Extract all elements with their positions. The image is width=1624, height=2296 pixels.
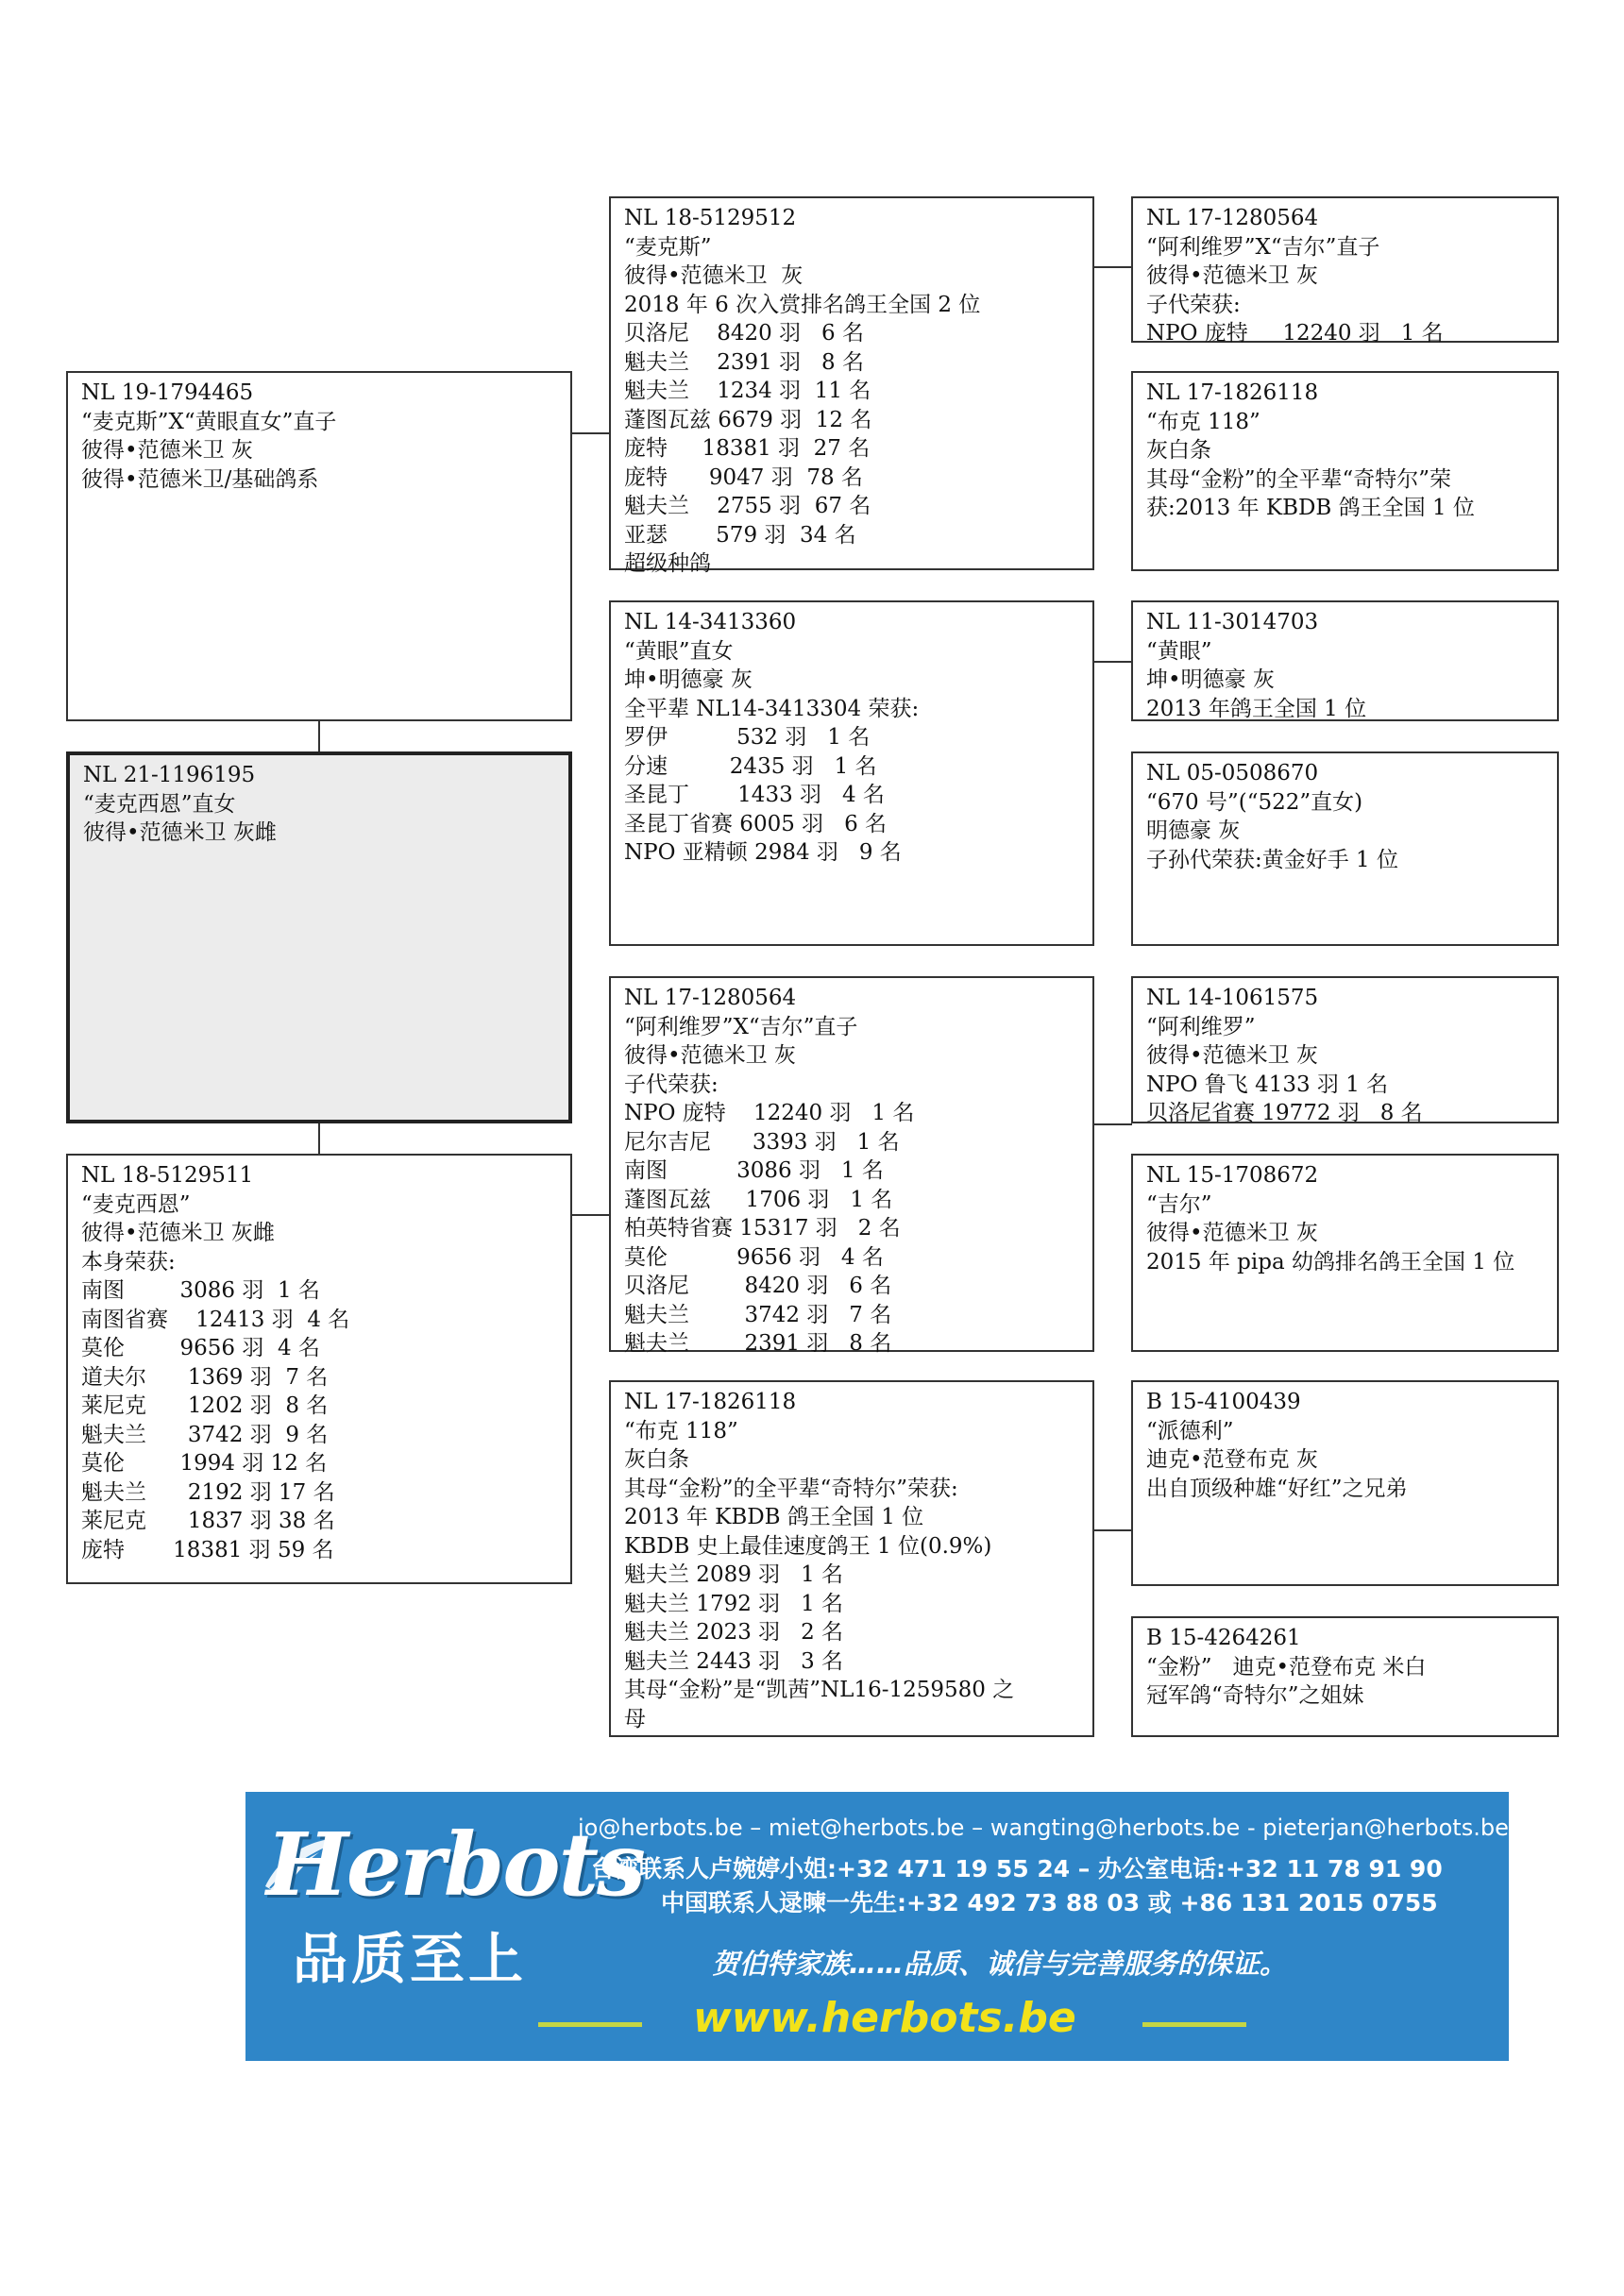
pedigree-line: NPO 庞特 12240 羽 1 名 [624, 1101, 915, 1125]
accent-bar-right [1142, 2022, 1246, 2027]
contact-emails[interactable]: jo@herbots.be – miet@herbots.be – wangting@herbots.be - pieterjan@herbots.be [578, 1815, 1509, 1841]
pedigree-line: 彼得•范德米卫 灰雌 [83, 820, 277, 845]
ring-number: NL 14-1061575 [1146, 986, 1319, 1010]
pedigree-line: “派德利” [1146, 1418, 1234, 1443]
pedigree-line: 道夫尔 1369 羽 7 名 [81, 1364, 329, 1390]
pedigree-line: 魁夫兰 2391 羽 8 名 [624, 1331, 892, 1356]
pedigree-line: “麦克斯” [624, 234, 712, 260]
pedigree-line: 莫伦 9656 羽 4 名 [81, 1336, 320, 1360]
pedigree-sire-dam [609, 600, 1094, 946]
pedigree-line: 彼得•范德米卫 灰 [81, 438, 253, 463]
ring-number: NL 05-0508670 [1146, 761, 1319, 785]
pedigree-line: 魁夫兰 3742 羽 7 名 [624, 1302, 892, 1327]
pedigree-line: 本身荣获: [81, 1249, 176, 1275]
ring-number: NL 17-1826118 [1146, 380, 1319, 405]
china-contact: 中国联系人逯暕一先生:+32 492 73 88 03 或 +86 131 2015 0755 [661, 1889, 1438, 1916]
herbots-banner [245, 1792, 1509, 2061]
pedigree-line: “布克 118” [1146, 409, 1260, 434]
pedigree-dam-sire [609, 976, 1094, 1356]
pedigree-line: NPO 鲁飞 4133 羽 1 名 [1146, 1072, 1389, 1097]
pedigree-line: “阿利维罗”X“吉尔”直子 [1146, 234, 1380, 260]
pedigree-line: 蓬图瓦兹 1706 羽 1 名 [624, 1187, 893, 1212]
pedigree-line: “阿利维罗”X“吉尔”直子 [624, 1014, 858, 1039]
pedigree-line: “麦克斯”X“黄眼直女”直子 [81, 409, 337, 434]
pedigree-line: 出自顶级种雄“好红”之兄弟 [1146, 1476, 1408, 1501]
pedigree-line: 彼得•范德米卫 灰 [624, 263, 804, 288]
pedigree-line: “麦克西恩”直女 [83, 791, 236, 817]
ring-number: NL 18-5129511 [81, 1163, 254, 1188]
pedigree-line: 2013 年鸽王全国 1 位 [1146, 696, 1367, 721]
pedigree-line: 莱尼克 1837 羽 38 名 [81, 1509, 335, 1533]
pedigree-line: 柏英特省赛 15317 羽 2 名 [624, 1216, 901, 1241]
pedigree-line: 母 [624, 1706, 646, 1731]
pedigree-ds-sire [1131, 976, 1559, 1123]
pedigree-line: NPO 庞特 12240 羽 1 名 [1146, 321, 1444, 346]
pedigree-line: 2018 年 6 次入赏排名鸽王全国 2 位 [624, 292, 981, 317]
ring-number: B 15-4100439 [1146, 1390, 1301, 1414]
pedigree-line: 全平辈 NL14-3413304 荣获: [624, 696, 920, 721]
pedigree-line: KBDB 史上最佳速度鸽王 1 位(0.9%) [624, 1533, 992, 1559]
connector [570, 432, 610, 434]
pedigree-line: 明德豪 灰 [1146, 819, 1241, 843]
pedigree-sire-sire [609, 196, 1094, 576]
pedigree-line: 魁夫兰 1792 羽 1 名 [624, 1591, 844, 1616]
pedigree-line: 魁夫兰 2391 羽 8 名 [624, 349, 864, 375]
pedigree-line: “布克 118” [624, 1418, 738, 1443]
pedigree-line: 彼得•范德米卫 灰 [1146, 1221, 1318, 1245]
pedigree-line: “吉尔” [1146, 1191, 1212, 1217]
pedigree-line: 彼得•范德米卫 灰 [1146, 263, 1318, 288]
website-link[interactable]: www.herbots.be [693, 1994, 1076, 2042]
pedigree-line: 获:2013 年 KBDB 鸽王全国 1 位 [1146, 496, 1475, 520]
pedigree-line: 莫伦 9656 羽 4 名 [624, 1244, 884, 1270]
pedigree-sd-sire [1131, 600, 1559, 721]
pedigree-ss-sire [1131, 196, 1559, 346]
pedigree-subject [66, 751, 572, 1123]
pedigree-sd-dam [1131, 751, 1559, 946]
pedigree-line: 魁夫兰 3742 羽 9 名 [81, 1422, 329, 1447]
ring-number: NL 11-3014703 [1146, 610, 1319, 634]
pedigree-line: 魁夫兰 2443 羽 3 名 [624, 1648, 844, 1674]
pedigree-dam [66, 1154, 572, 1584]
pedigree-line: 子代荣获: [624, 1072, 719, 1097]
pedigree-line: 2013 年 KBDB 鸽王全国 1 位 [624, 1505, 924, 1529]
pedigree-line: 分速 2435 羽 1 名 [624, 753, 877, 779]
pedigree-line: 尼尔吉尼 3393 羽 1 名 [624, 1129, 900, 1155]
pedigree-line: 坤•明德豪 灰 [624, 667, 753, 692]
pedigree-line: 灰白条 [624, 1447, 689, 1472]
pedigree-line: 迪克•范登布克 灰 [1146, 1447, 1318, 1472]
pedigree-line: 灰白条 [1146, 438, 1211, 463]
ring-number: B 15-4264261 [1146, 1626, 1301, 1650]
pedigree-line: 南图 3086 羽 1 名 [624, 1158, 884, 1183]
pedigree-line: “黄眼” [1146, 638, 1212, 664]
pedigree-line: 其母“金粉”的全平辈“奇特尔”荣 [1146, 466, 1452, 492]
pedigree-line: 亚瑟 579 羽 34 名 [624, 522, 856, 548]
pedigree-line: 庞特 9047 羽 78 名 [624, 464, 863, 490]
pedigree-line: 冠军鸽“奇特尔”之姐妹 [1146, 1683, 1364, 1708]
pedigree-line: 魁夫兰 2089 羽 1 名 [624, 1562, 844, 1587]
pedigree-line: 魁夫兰 2755 羽 67 名 [624, 494, 871, 518]
pedigree-line: 莫伦 1994 羽 12 名 [81, 1451, 328, 1476]
pedigree-line: 彼得•范德米卫/基础鸽系 [81, 466, 319, 492]
pedigree-line: 2015 年 pipa 幼鸽排名鸽王全国 1 位 [1146, 1249, 1515, 1275]
pedigree-dam-dam [609, 1380, 1094, 1737]
pedigree-dd-sire [1131, 1380, 1559, 1586]
pedigree-line: 贝洛尼省赛 19772 羽 8 名 [1146, 1101, 1423, 1125]
herbots-logo: Herbots [266, 1814, 644, 1916]
pedigree-line: 圣昆丁省赛 6005 羽 6 名 [624, 811, 888, 836]
pedigree-line: 子孙代荣获:黄金好手 1 位 [1146, 847, 1399, 872]
pedigree-line: NPO 亚精顿 2984 羽 9 名 [624, 840, 902, 865]
pedigree-line: 庞特 18381 羽 27 名 [624, 436, 871, 461]
pedigree-ss-dam [1131, 371, 1559, 571]
ring-number: NL 14-3413360 [624, 610, 797, 634]
pedigree-line: 庞特 18381 羽 59 名 [81, 1537, 334, 1562]
banner-tagline: 贺伯特家族……品质、诚信与完善服务的保证。 [712, 1948, 1288, 1980]
pedigree-line: 罗伊 532 羽 1 名 [624, 725, 871, 750]
pedigree-line: 彼得•范德米卫 灰雌 [81, 1221, 275, 1245]
pedigree-ds-dam [1131, 1154, 1559, 1352]
ring-number: NL 19-1794465 [81, 380, 254, 405]
slogan: 品质至上 [293, 1927, 528, 1991]
ring-number: NL 17-1280564 [624, 986, 797, 1010]
pedigree-line: 魁夫兰 1234 羽 11 名 [624, 379, 871, 403]
pedigree-line: 莱尼克 1202 羽 8 名 [81, 1393, 329, 1418]
pedigree-line: 南图省赛 12413 羽 4 名 [81, 1307, 350, 1332]
connector [1092, 266, 1132, 268]
ring-number: NL 17-1826118 [624, 1390, 797, 1414]
ring-number: NL 18-5129512 [624, 206, 797, 230]
pedigree-line: “麦克西恩” [81, 1191, 191, 1217]
pedigree-line: 圣昆丁 1433 羽 4 名 [624, 783, 885, 807]
connector [1092, 1529, 1132, 1531]
taiwan-contact: 台湾联系人卢婉婷小姐:+32 471 19 55 24 – 办公室电话:+32 11 78 91 90 [591, 1855, 1443, 1882]
pedigree-line: 魁夫兰 2023 羽 2 名 [624, 1620, 844, 1645]
pedigree-line: “金粉” 迪克•范登布克 米白 [1146, 1654, 1427, 1680]
pedigree-line: 超级种鸽 [624, 551, 711, 576]
connector [318, 721, 320, 751]
ring-number: NL 17-1280564 [1146, 206, 1319, 230]
pedigree-line: 蓬图瓦兹 6679 羽 12 名 [624, 407, 872, 432]
pedigree-line: 坤•明德豪 灰 [1146, 667, 1275, 692]
pedigree-line: 其母“金粉”的全平辈“奇特尔”荣获: [624, 1476, 958, 1501]
pedigree-line: 贝洛尼 8420 羽 6 名 [624, 321, 864, 346]
pedigree-line: 彼得•范德米卫 灰 [1146, 1043, 1318, 1068]
pedigree-line: 子代荣获: [1146, 292, 1241, 317]
pedigree-line: “670 号”(“522”直女) [1146, 789, 1363, 815]
pedigree-line: 魁夫兰 2192 羽 17 名 [81, 1479, 335, 1505]
pedigree-line: 其母“金粉”是“凯茜”NL16-1259580 之 [624, 1678, 1015, 1702]
ring-number: NL 15-1708672 [1146, 1163, 1319, 1188]
pedigree-line: 彼得•范德米卫 灰 [624, 1043, 796, 1068]
ring-number: NL 21-1196195 [83, 763, 256, 787]
pedigree-sire [66, 371, 572, 721]
pedigree-dd-dam [1131, 1616, 1559, 1737]
connector [318, 1123, 320, 1154]
pedigree-line: “阿利维罗” [1146, 1014, 1256, 1039]
accent-bar-left [538, 2022, 642, 2027]
pedigree-line: “黄眼”直女 [624, 638, 734, 664]
connector [1092, 1123, 1132, 1125]
connector [1092, 661, 1132, 663]
pedigree-line: 贝洛尼 8420 羽 6 名 [624, 1274, 892, 1298]
pedigree-line: 南图 3086 羽 1 名 [81, 1278, 320, 1303]
connector [570, 1214, 610, 1216]
